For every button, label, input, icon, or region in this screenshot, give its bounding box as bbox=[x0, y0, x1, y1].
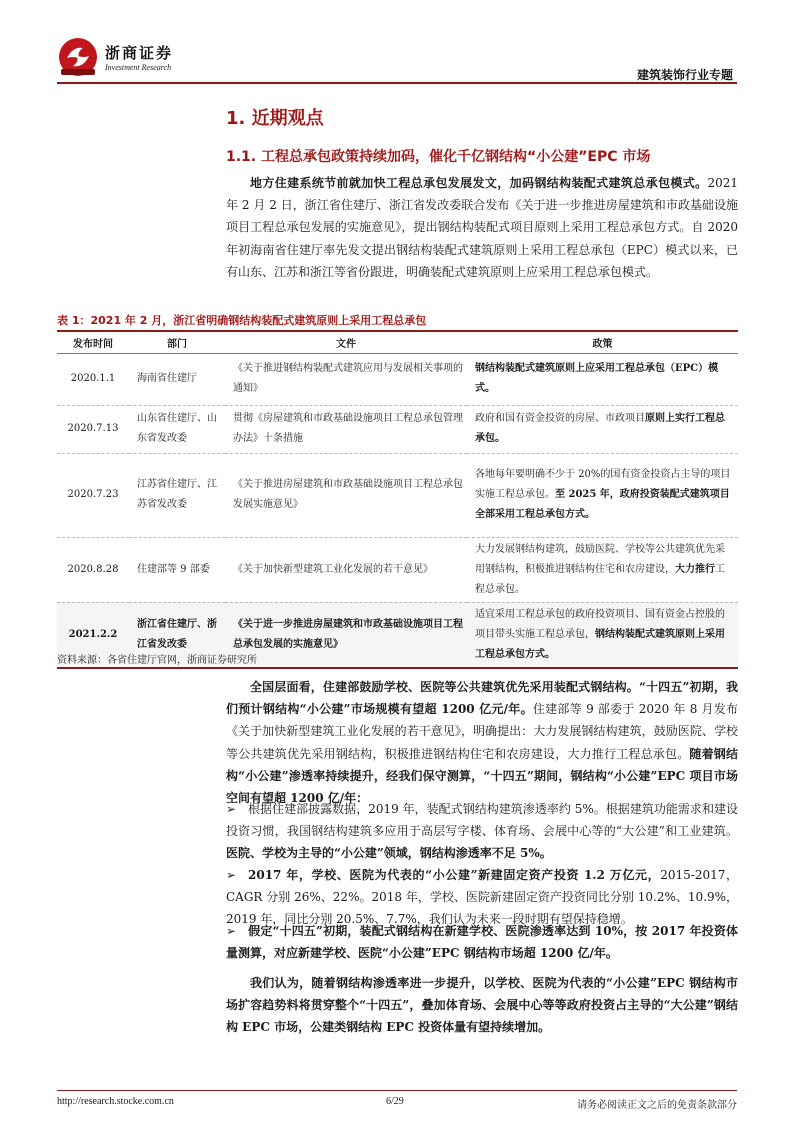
bullet-bold: 医院、学校为主导的“小公建”领域，钢结构渗透率不足 5%。 bbox=[226, 846, 552, 861]
cell-policy bbox=[467, 602, 738, 668]
national-bold-2: 随着钢结构“小公建”渗透率持续提升，经我们保守测算，“十四五”期间，钢结构“小公建”EPC 项目市场空间有望超 1200 亿/年： bbox=[226, 746, 738, 806]
subsection-heading: 1.1. 工程总承包政策持续加码，催化千亿钢结构“小公建”EPC 市场 bbox=[226, 149, 651, 165]
policy-bold: 钢结构装配式建筑原则上采用工程总承包方式。 bbox=[475, 628, 725, 660]
table-title: 表 1：2021 年 2 月，浙江省明确钢结构装配式建筑原则上采用工程总承包 bbox=[57, 314, 427, 327]
table-row bbox=[57, 353, 738, 405]
national-normal: 住建部等 9 部委于 2020 年 8 月发布《关于加快新型建筑工业化发展的若干意见》，明确提出：大力发展钢结构建筑，鼓励医院、学校等公共建筑优先采用钢结构，积极推进钢结构住宅和农房建设，大力推行工程总承包。 bbox=[226, 702, 738, 761]
table-row bbox=[57, 405, 738, 453]
col-header-dept: 部门 bbox=[129, 331, 225, 353]
policy-normal: 政府和国有资金投资的房屋、市政项目 bbox=[475, 413, 645, 424]
footer-divider bbox=[57, 1090, 737, 1091]
policy-normal: 大力发展钢结构建筑，鼓励医院、学校等公共建筑优先采用钢结构，积极推进钢结构住宅和农房建设， bbox=[475, 543, 725, 575]
footer-url-link[interactable]: http://research.stocke.com.cn bbox=[57, 1096, 174, 1107]
cell-policy bbox=[467, 537, 738, 602]
disclaimer-note: 请务必阅读正文之后的免责条款部分 bbox=[577, 1100, 737, 1111]
bullet-bold: 假定“十四五”初期，装配式钢结构在新建学校、医院渗透率达到 10%，按 2017 年投资体量测算，对应新建学校、医院“小公建”EPC 钢结构市场超 1200 亿/年。 bbox=[226, 924, 738, 961]
page-header bbox=[57, 30, 737, 82]
table-row bbox=[57, 453, 738, 537]
header-divider bbox=[57, 82, 737, 84]
cell-policy bbox=[467, 405, 738, 453]
cell-doc: 《关于进一步推进房屋建筑和市政基础设施项目工程总承包发展的实施意见》 bbox=[225, 602, 467, 668]
cell-doc: 《关于推进钢结构装配式建筑应用与发展相关事项的通知》 bbox=[225, 353, 467, 405]
cell-date: 2020.7.23 bbox=[57, 453, 129, 537]
bullet-item bbox=[226, 798, 738, 865]
cell-doc: 贯彻《房屋建筑和市政基础设施项目工程总承包管理办法》十条措施 bbox=[225, 405, 467, 453]
col-header-doc: 文件 bbox=[225, 331, 467, 353]
bullet-normal: 根据住建部披露数据，2019 年，装配式钢结构建筑渗透率约 5%。根据建筑功能需求和建设投资习惯，我国钢结构建筑多应用于高层写字楼、体育场、会展中心等的“大公建”和工业建筑。 bbox=[226, 802, 738, 839]
cell-date: 2020.8.28 bbox=[57, 537, 129, 602]
table-header-row bbox=[57, 331, 738, 353]
cell-date: 2020.1.1 bbox=[57, 353, 129, 405]
cell-dept: 住建部等 9 部委 bbox=[129, 537, 225, 602]
policy-bold: 钢结构装配式建筑原则上应采用工程总承包（EPC）模式。 bbox=[475, 363, 719, 394]
conclusion-bold: 我们认为，随着钢结构渗透率进一步提升，以学校、医院为代表的“小公建”EPC 钢结构市场扩容趋势料将贯穿整个“十四五”，叠加体育场、会展中心等等政府投资占主导的“大公建”钢结构 EPC 市场，公建类钢结构 EPC 投资体量有望持续增加。 bbox=[226, 976, 738, 1035]
national-paragraph bbox=[226, 676, 738, 809]
cell-policy bbox=[467, 453, 738, 537]
logo-cn-text: 浙商证券 bbox=[105, 44, 174, 62]
policy-bold: 至 2025 年，政府投资装配式建筑项目全部采用工程总承包方式。 bbox=[475, 489, 730, 520]
bullet-arrow-icon: ➢ bbox=[226, 868, 237, 882]
cell-dept: 山东省住建厅、山东省发改委 bbox=[129, 405, 225, 453]
conclusion-paragraph bbox=[226, 972, 738, 1039]
cell-dept: 浙江省住建厅、浙江省发改委 bbox=[129, 602, 225, 668]
col-header-policy: 政策 bbox=[467, 331, 738, 353]
bullet-normal: 2015-2017，CAGR 分别 26%、22%。2018 年，学校、医院新建固定资产投资同比分别 10.2%、10.9%，2019 年，同比分别 20.5%、7.7%，我们认为未来一段时期有望保持稳增。 bbox=[226, 868, 738, 927]
table-source: 资料来源：各省住建厅官网，浙商证券研究所 bbox=[57, 655, 257, 666]
national-bold-1: 全国层面看，住建部鼓励学校、医院等公共建筑优先采用装配式钢结构。“十四五”初期，我们预计钢结构“小公建”市场规模有望超 1200 亿元/年。 bbox=[226, 680, 738, 717]
bullet-arrow-icon: ➢ bbox=[226, 924, 237, 938]
intro-bold: 地方住建系统节前就加快工程总承包发展发文，加码钢结构装配式建筑总承包模式。 bbox=[250, 176, 708, 190]
cell-dept: 海南省住建厅 bbox=[129, 353, 225, 405]
cell-policy bbox=[467, 353, 738, 405]
bullet-item bbox=[226, 920, 738, 964]
policy-tail: 工程总承包。 bbox=[475, 563, 725, 595]
zheshang-logo-icon bbox=[57, 36, 99, 78]
cell-date: 2020.7.13 bbox=[57, 405, 129, 453]
cell-dept: 江苏省住建厅、江苏省发改委 bbox=[129, 453, 225, 537]
intro-normal: 2021 年 2 月 2 日，浙江省住建厅、浙江省发改委联合发布《关于进一步推进房屋建筑和市政基础设施项目工程总承包发展的实施意见》，提出钢结构装配式项目原则上采用工程总承包方式。自 2020 年初海南省住建厅率先发文提出钢结构装配式建筑原则上采用工程总承包（EPC）模式以来，已有山东、江苏和浙江等省份跟进，明确装配式建筑原则上应采用工程总承包模式。 bbox=[226, 176, 738, 279]
policy-normal: 适宜采用工程总承包的政府投资项目、国有资金占控股的项目带头实施工程总承包， bbox=[475, 608, 725, 640]
policy-table bbox=[57, 330, 738, 669]
bullet-arrow-icon: ➢ bbox=[226, 802, 237, 816]
cell-date: 2021.2.2 bbox=[57, 602, 129, 668]
cell-doc: 《关于加快新型建筑工业化发展的若干意见》 bbox=[225, 537, 467, 602]
report-type: 建筑装饰行业专题 bbox=[636, 68, 733, 82]
policy-normal: 各地每年要明确不少于 20%的国有资金投资占主导的项目实施工程总承包。 bbox=[475, 469, 731, 500]
logo-en-text: Investment Research bbox=[105, 63, 172, 72]
section-heading: 1. 近期观点 bbox=[226, 108, 324, 129]
cell-doc: 《关于推进房屋建筑和市政基础设施项目工程总承包发展实施意见》 bbox=[225, 453, 467, 537]
bullet-bold: 2017 年，学校、医院为代表的“小公建”新建固定资产投资 1.2 万亿元， bbox=[248, 868, 661, 882]
intro-paragraph bbox=[226, 172, 738, 283]
col-header-date: 发布时间 bbox=[57, 331, 129, 353]
table-row bbox=[57, 537, 738, 602]
policy-bold: 大力推行 bbox=[675, 563, 715, 575]
policy-bold: 原则上实行工程总承包。 bbox=[475, 413, 725, 444]
page-number: 6/29 bbox=[386, 1096, 404, 1107]
